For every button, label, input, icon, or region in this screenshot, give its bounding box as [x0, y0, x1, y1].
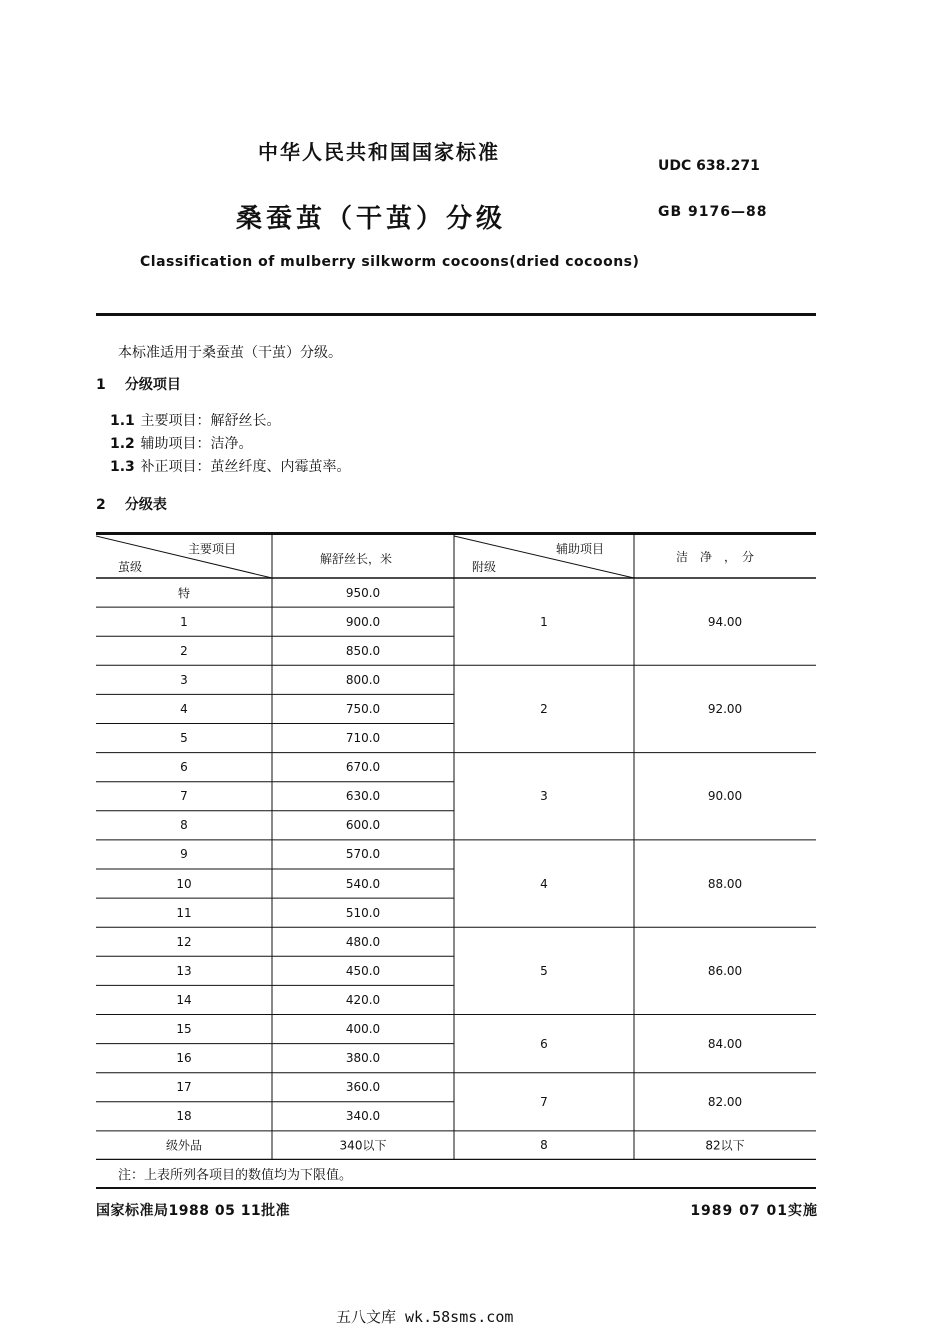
section-title: 分级表: [124, 497, 167, 513]
udc-code: UDC 638.271: [658, 158, 760, 174]
cleanliness-cell: 90.00: [707, 789, 743, 804]
item-text: 补正项目：茧丝纤度、内霉茧率。: [140, 459, 351, 475]
grade-cell: 2: [180, 643, 188, 658]
reel-length-cell: 710.0: [345, 731, 381, 746]
sub-grade-cell: 6: [540, 1036, 548, 1051]
grade-cell: 17: [176, 1080, 192, 1095]
header-main-item: 主要项目: [188, 542, 237, 556]
grade-cell: 18: [176, 1109, 192, 1124]
header-aux-item: 辅助项目: [556, 542, 605, 556]
reel-length-cell: 950.0: [345, 585, 381, 600]
grade-cell: 12: [176, 934, 192, 949]
reel-length-cell: 400.0: [345, 1022, 381, 1037]
reel-length-cell: 600.0: [345, 818, 381, 833]
reel-length-cell: 540.0: [345, 876, 381, 891]
top-divider: [96, 313, 816, 316]
scope-paragraph: 本标准适用于桑蚕茧（干茧）分级。: [118, 345, 342, 361]
header-cleanliness: 洁 净 ， 分: [676, 550, 755, 564]
table-note: 注：上表所列各项目的数值均为下限值。: [118, 1168, 353, 1183]
reel-length-cell: 670.0: [345, 760, 381, 775]
reel-length-cell: 800.0: [345, 672, 381, 687]
section-number: 2: [96, 497, 106, 513]
cleanliness-cell: 82以下: [705, 1138, 745, 1153]
grade-cell: 特: [177, 586, 191, 601]
sub-grade-cell: 5: [540, 963, 548, 978]
reel-length-cell: 450.0: [345, 963, 381, 978]
item-text: 主要项目：解舒丝长。: [140, 413, 281, 429]
grade-cell: 11: [176, 905, 192, 920]
header-cocoon-grade: 茧级: [118, 560, 143, 574]
sub-grade-cell: 4: [540, 876, 548, 891]
reel-length-cell: 510.0: [345, 905, 381, 920]
item-number: 1.3: [110, 459, 135, 475]
section-title: 分级项目: [124, 377, 181, 393]
gb-code: GB 9176—88: [658, 204, 768, 220]
watermark-footer: 五八文库 wk.58sms.com: [336, 1308, 514, 1326]
grade-cell: 4: [180, 701, 188, 716]
reel-length-cell: 380.0: [345, 1051, 381, 1066]
grade-cell: 10: [176, 876, 192, 891]
reel-length-cell: 420.0: [345, 992, 381, 1007]
reel-length-cell: 900.0: [345, 614, 381, 629]
reel-length-cell: 480.0: [345, 934, 381, 949]
grade-cell: 级外品: [165, 1138, 203, 1153]
approval-date: 国家标准局1988 05 11批准: [96, 1203, 291, 1219]
reel-length-cell: 630.0: [345, 789, 381, 804]
grade-cell: 16: [176, 1051, 192, 1066]
reel-length-cell: 340.0: [345, 1109, 381, 1124]
item-text: 辅助项目：洁净。: [140, 436, 253, 452]
section-number: 1: [96, 377, 106, 393]
grade-cell: 13: [176, 963, 192, 978]
grade-cell: 3: [180, 672, 188, 687]
reel-length-cell: 570.0: [345, 847, 381, 862]
section-2-heading: [96, 494, 167, 514]
grade-cell: 1: [180, 614, 188, 629]
bottom-divider: [96, 1187, 816, 1189]
header-sub-grade: 附级: [472, 560, 497, 574]
reel-length-cell: 750.0: [345, 701, 381, 716]
sub-grade-cell: 1: [540, 614, 548, 629]
sub-grade-cell: 7: [540, 1094, 548, 1109]
item-number: 1.2: [110, 436, 135, 452]
grade-cell: 7: [180, 789, 188, 804]
cleanliness-cell: 84.00: [707, 1036, 743, 1051]
sub-grade-cell: 2: [540, 701, 548, 716]
grade-cell: 8: [180, 818, 188, 833]
cleanliness-cell: 88.00: [707, 876, 743, 891]
document-title: 桑蚕茧（干茧）分级: [236, 204, 507, 234]
item-1-1: [110, 410, 280, 430]
grade-cell: 6: [180, 760, 188, 775]
grade-cell: 9: [180, 847, 188, 862]
cleanliness-cell: 92.00: [707, 701, 743, 716]
header-reel-length: 解舒丝长，米: [320, 552, 393, 566]
grade-cell: 15: [176, 1022, 192, 1037]
sub-grade-cell: 8: [540, 1138, 548, 1153]
cleanliness-cell: 86.00: [707, 963, 743, 978]
item-1-2: [110, 433, 252, 453]
grading-table: [96, 532, 816, 1160]
grade-cell: 5: [180, 731, 188, 746]
implementation-date: 1989 07 01实施: [690, 1203, 818, 1219]
reel-length-cell: 850.0: [345, 643, 381, 658]
standard-title: 中华人民共和国国家标准: [258, 140, 500, 164]
sub-grade-cell: 3: [540, 789, 548, 804]
reel-length-cell: 360.0: [345, 1080, 381, 1095]
cleanliness-cell: 94.00: [707, 614, 743, 629]
english-title: Classification of mulberry silkworm cocoons(dried cocoons): [140, 254, 640, 270]
item-1-3: [110, 456, 350, 476]
item-number: 1.1: [110, 413, 135, 429]
reel-length-cell: 340以下: [339, 1138, 387, 1153]
cleanliness-cell: 82.00: [707, 1094, 743, 1109]
section-1-heading: [96, 374, 181, 394]
grade-cell: 14: [176, 992, 192, 1007]
